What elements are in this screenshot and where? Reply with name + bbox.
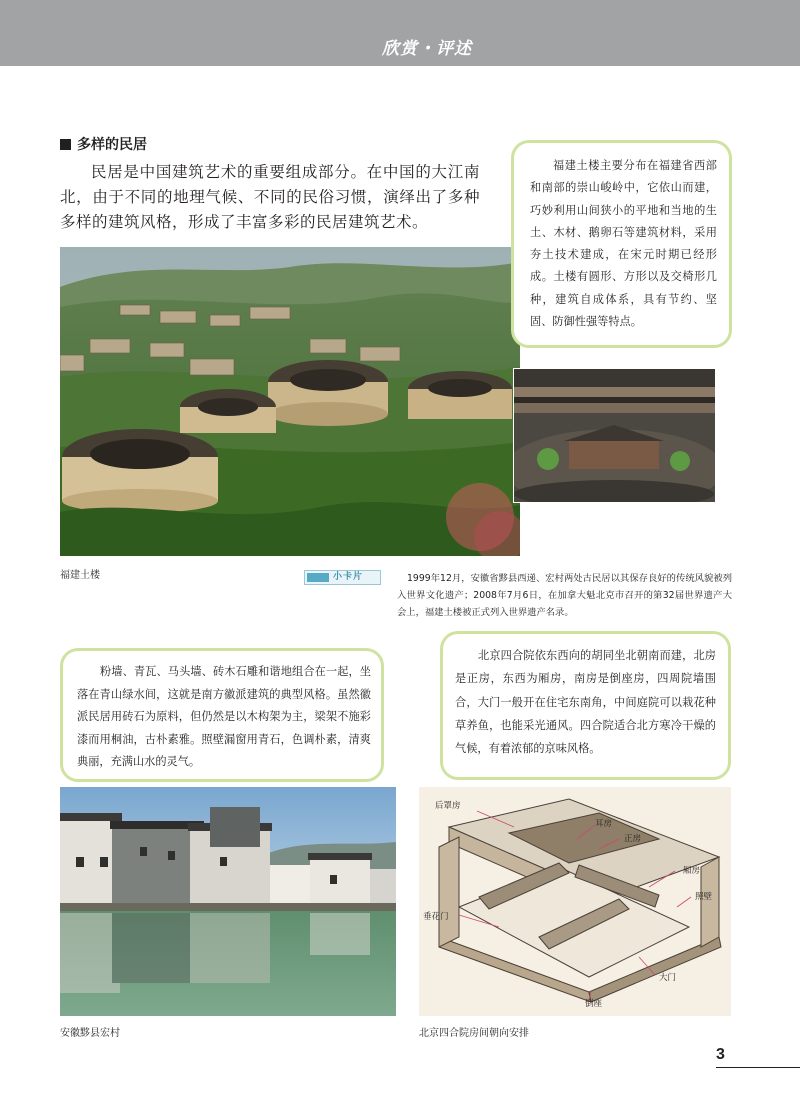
hongcun-photo <box>60 787 396 1016</box>
label-xiangfang: 厢房 <box>683 866 701 876</box>
label-erfang: 耳房 <box>595 819 613 829</box>
label-zhaobi: 照壁 <box>695 892 713 902</box>
section-heading-text: 多样的民居 <box>77 137 147 153</box>
header-band <box>0 0 800 66</box>
sidebar-tag-label: 小卡片 <box>333 572 364 582</box>
tulou-note-card <box>511 140 732 348</box>
label-zhengfang: 正房 <box>624 834 642 844</box>
sidebar-tag <box>304 570 381 585</box>
page-number-rule <box>716 1067 800 1068</box>
caption-hongcun: 安徽黟县宏村 <box>60 1028 120 1039</box>
caption-siheyuan: 北京四合院房间朝向安排 <box>419 1028 529 1039</box>
tulou-photo <box>60 247 520 556</box>
label-houzhao: 后罩房 <box>435 801 461 811</box>
sidebar-note: 1999年12月，安徽省黟县西递、宏村两处古民居以其保存良好的传统风貌被列入世界文化遗产；2008年7月6日，在加拿大魁北克市召开的第32届世界遗产大会上，福建土楼被正式列入世界遗产名录。 <box>397 573 732 618</box>
tulou-note-text: 福建土楼主要分布在福建省西部和南部的崇山峻岭中，它依山而建，巧妙利用山间狭小的平地和当地的生土、木材、鹅卵石等建筑材料，采用夯土技术建成，在宋元时期已经形成。土楼有圆形、方形以及交椅形几种，建筑自成体系，具有节约、坚固、防御性强等特点。 <box>530 159 717 329</box>
label-chuihua: 垂花门 <box>423 912 449 922</box>
siheyuan-diagram <box>419 787 731 1016</box>
page-number: 3 <box>716 1046 725 1063</box>
tulou-courtyard-photo <box>514 369 715 502</box>
label-damen: 大门 <box>659 973 677 983</box>
siheyuan-note-text: 北京四合院依东西向的胡同坐北朝南而建，北房是正房，东西为厢房，南房是倒座房，四周院墙围合，大门一般开在住宅东南角，中间庭院可以栽花种草养鱼，也能采光通风。四合院适合北方寒冷干燥的气候，有着浓郁的京味风格。 <box>455 649 716 756</box>
huizhou-note-text: 粉墙、青瓦、马头墙、砖木石雕和谐地组合在一起，坐落在青山绿水间，这就是南方徽派建筑的典型风格。虽然徽派民居用砖石为原料，但仍然是以木构架为主，梁架不施彩漆而用桐油，古朴素雅。照壁漏窗用青石，色调朴素，清爽典丽，充满山水的灵气。 <box>77 665 371 768</box>
huizhou-note-card <box>60 648 384 782</box>
caption-tulou: 福建土楼 <box>60 570 100 581</box>
siheyuan-note-card <box>440 631 731 780</box>
header-title: 欣赏・评述 <box>382 39 472 59</box>
intro-paragraph: 民居是中国建筑艺术的重要组成部分。在中国的大江南北，由于不同的地理气候、不同的民俗习惯，演绎出了多种多样的建筑风格，形成了丰富多彩的民居建筑艺术。 <box>60 163 480 231</box>
square-bullet-icon <box>60 139 71 150</box>
card-tab-icon <box>307 573 329 582</box>
label-daozuo: 倒座 <box>585 999 603 1009</box>
section-heading <box>60 134 147 154</box>
